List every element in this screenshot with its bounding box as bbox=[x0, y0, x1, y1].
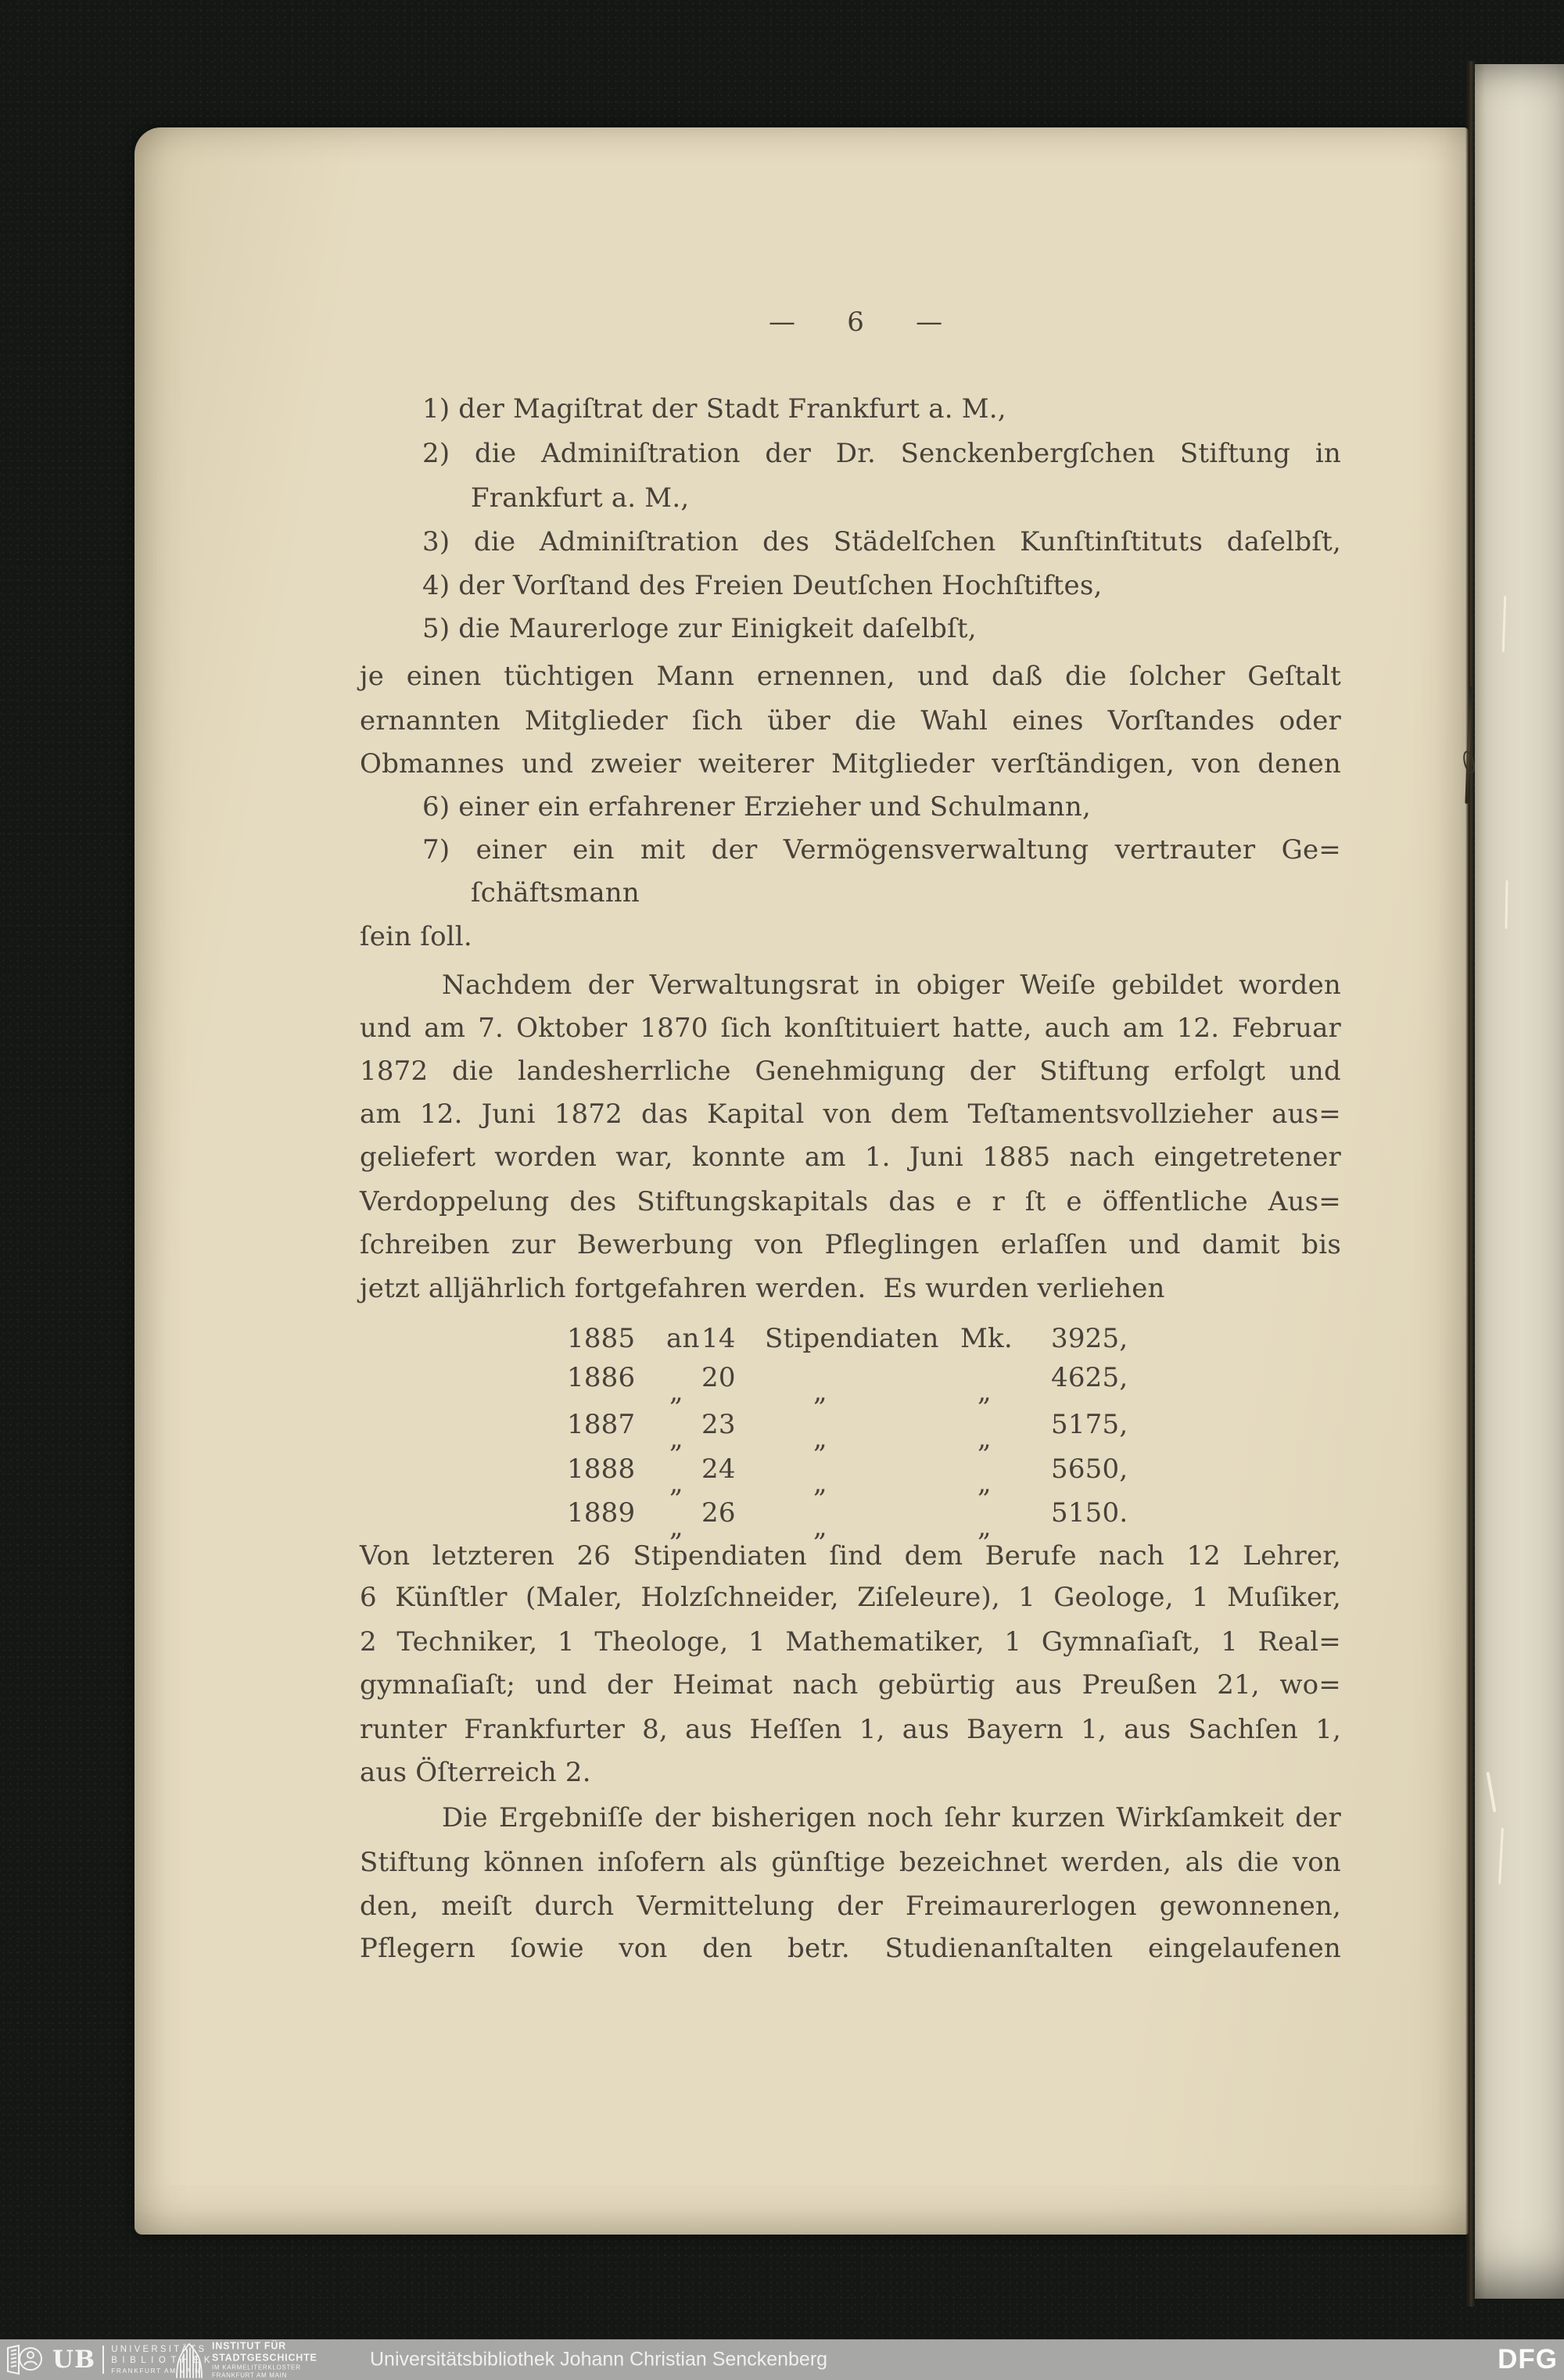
text-line: 7) einer ein mit der Vermögensverwaltung vertrauter Ge= bbox=[422, 834, 1341, 866]
text-line: jetzt alljährlich fortgefahren werden. Es wurden verliehen bbox=[360, 1273, 1165, 1304]
institut-stadtgeschichte-logo[interactable] bbox=[174, 2341, 317, 2379]
book-page-scan bbox=[135, 127, 1469, 2235]
text-line: „ bbox=[813, 1423, 827, 1454]
viewer-footer bbox=[0, 2339, 1564, 2380]
institute-line3: IM KARMELITERKLOSTER bbox=[212, 2364, 301, 2371]
text-line: je einen tüchtigen Mann ernennen, und daß die ſolcher Geſtalt bbox=[360, 661, 1341, 692]
dfg-logo[interactable]: DFG bbox=[1498, 2344, 1558, 2375]
text-line: 3) die Adminiſtration des Städelſchen Kunſtinſtituts daſelbſt, bbox=[422, 526, 1341, 557]
page-number: — 6 — bbox=[769, 306, 943, 338]
text-line: „ bbox=[669, 1511, 683, 1543]
text-line: 4) der Vorſtand des Freien Deutſchen Hochſtiftes, bbox=[422, 570, 1103, 601]
text-line: „ bbox=[978, 1423, 992, 1454]
text-line: Von letzteren 26 Stipendiaten ſind dem Berufe nach 12 Lehrer, bbox=[360, 1540, 1341, 1572]
table-amount: 3925, bbox=[1051, 1323, 1128, 1354]
book-gutter-shadow bbox=[1465, 61, 1475, 2307]
text-line: „ bbox=[978, 1376, 992, 1407]
text-line: „ bbox=[813, 1376, 827, 1407]
text-line: Pflegern ſowie von den betr. Studienanſtalten eingelaufenen bbox=[360, 1933, 1341, 1964]
text-line: Stiftung können inſofern als günſtige bezeichnet werden, als die von bbox=[360, 1847, 1341, 1878]
text-line: gymnaſiaſt; und der Heimat nach gebürtig aus Preußen 21, wo= bbox=[360, 1669, 1341, 1701]
text-line: Nachdem der Verwaltungsrat in obiger Weiſe gebildet worden bbox=[442, 970, 1341, 1001]
ub-line2: BIBLIOTHEK bbox=[111, 2356, 215, 2365]
text-line: „ bbox=[669, 1468, 683, 1499]
text-line: „ bbox=[978, 1511, 992, 1543]
table-count: 23 bbox=[701, 1409, 736, 1440]
text-line: Frankfurt a. M., bbox=[471, 482, 690, 514]
text-line: Stipendiaten bbox=[765, 1323, 939, 1354]
text-line: 2) die Adminiſtration der Dr. Senckenbergſchen Stiftung in bbox=[422, 438, 1341, 469]
text-line: runter Frankfurter 8, aus Heſſen 1, aus Bayern 1, aus Sachſen 1, bbox=[360, 1714, 1341, 1745]
ub-line3: FRANKFURT AM MAIN bbox=[111, 2367, 201, 2375]
gothic-arch-icon bbox=[174, 2342, 205, 2378]
text-line: 6) einer ein erfahrener Erzieher und Schulmann, bbox=[422, 791, 1092, 823]
ub-abbr: UB bbox=[52, 2345, 96, 2374]
institute-line1: INSTITUT FÜR bbox=[212, 2340, 287, 2352]
text-line: ernannten Mitglieder ſich über die Wahl eines Vorſtandes oder bbox=[360, 705, 1341, 737]
table-count: 26 bbox=[701, 1497, 736, 1529]
text-line: 1) der Magiſtrat der Stadt Frankfurt a. M., bbox=[422, 393, 1006, 425]
text-line: ſchreiben zur Bewerbung von Pfleglingen erlaſſen und damit bis bbox=[360, 1229, 1341, 1260]
text-line: 6 Künſtler (Maler, Holzſchneider, Ziſeleure), 1 Geologe, 1 Muſiker, bbox=[360, 1582, 1341, 1613]
table-year: 1886 bbox=[567, 1362, 636, 1393]
text-line: den, meiſt durch Vermittelung der Freimaurerlogen gewonnenen, bbox=[360, 1891, 1341, 1922]
text-line: und am 7. Oktober 1870 ſich konſtituiert hatte, auch am 12. Februar bbox=[360, 1013, 1341, 1044]
text-line: „ bbox=[669, 1376, 683, 1407]
table-count: 24 bbox=[701, 1453, 736, 1485]
text-line: „ bbox=[669, 1423, 683, 1454]
text-line: Die Ergebniſſe der bisherigen noch ſehr kurzen Wirkſamkeit der bbox=[442, 1802, 1341, 1833]
text-line: Verdoppelung des Stiftungskapitals das e r ſt e öffentliche Aus= bbox=[360, 1186, 1341, 1217]
table-amount: 4625, bbox=[1051, 1362, 1128, 1393]
table-year: 1889 bbox=[567, 1497, 636, 1529]
text-line: „ bbox=[813, 1511, 827, 1543]
text-line: am 12. Juni 1872 das Kapital von dem Teſtamentsvollzieher aus= bbox=[360, 1099, 1341, 1130]
library-name-label: Universitätsbibliothek Johann Christian Senckenberg bbox=[370, 2348, 828, 2371]
table-year: 1888 bbox=[567, 1453, 636, 1485]
ub-line1: UNIVERSITÄTS bbox=[111, 2345, 207, 2354]
table-year: 1887 bbox=[567, 1409, 636, 1440]
table-count: 14 bbox=[701, 1323, 736, 1354]
text-line: 2 Techniker, 1 Theologe, 1 Mathematiker, 1 Gymnaſiaſt, 1 Real= bbox=[360, 1626, 1341, 1658]
table-amount: 5150. bbox=[1051, 1497, 1128, 1529]
institute-line2: STADTGESCHICHTE bbox=[212, 2352, 317, 2364]
table-amount: 5650, bbox=[1051, 1453, 1128, 1485]
logo-divider bbox=[102, 2346, 104, 2374]
next-page-edge bbox=[1475, 64, 1564, 2299]
text-line: 1872 die landesherrliche Genehmigung der Stiftung erfolgt und bbox=[360, 1056, 1341, 1087]
text-line: „ bbox=[813, 1468, 827, 1499]
text-line: 5) die Maurerloge zur Einigkeit daſelbſt, bbox=[422, 613, 977, 644]
text-line: „ bbox=[978, 1468, 992, 1499]
table-count: 20 bbox=[701, 1362, 736, 1393]
table-year: 1885 bbox=[567, 1323, 636, 1354]
text-line: ſchäftsmann bbox=[471, 877, 640, 909]
ub-book-reader-icon bbox=[5, 2344, 45, 2375]
text-line: Mk. bbox=[960, 1323, 1013, 1354]
text-line: geliefert worden war, konnte am 1. Juni 1885 nach eingetretener bbox=[360, 1142, 1341, 1173]
table-amount: 5175, bbox=[1051, 1409, 1128, 1440]
institute-line4: FRANKFURT AM MAIN bbox=[212, 2371, 288, 2379]
text-line: an bbox=[666, 1323, 700, 1354]
text-line: Obmannes und zweier weiterer Mitglieder verſtändigen, von denen bbox=[360, 748, 1341, 780]
text-line: aus Öſterreich 2. bbox=[360, 1757, 591, 1788]
text-line: ſein ſoll. bbox=[360, 921, 472, 952]
